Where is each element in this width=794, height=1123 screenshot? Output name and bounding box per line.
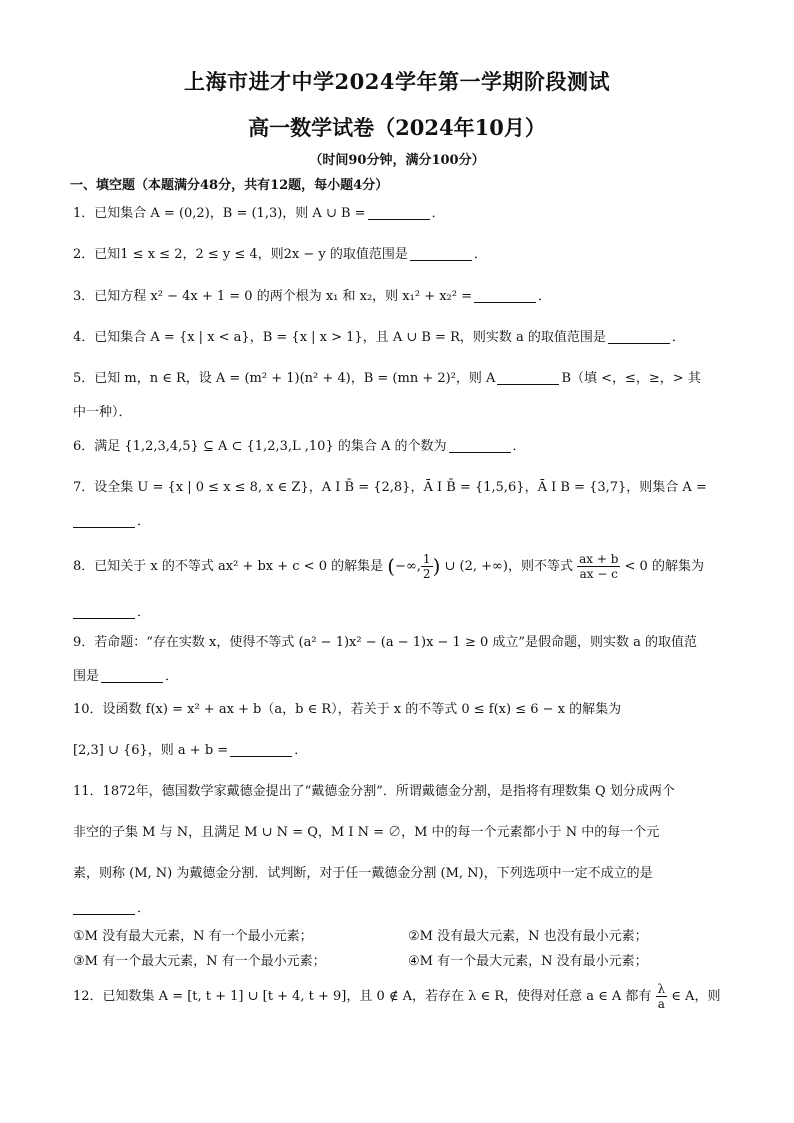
- question-6: 6．满足 {1,2,3,4,5} ⊆ A ⊂ {1,2,3,L ,10} 的集合 A 的个数为 ．: [73, 439, 526, 454]
- answer-blank[interactable]: [449, 438, 511, 453]
- section-heading-fill-in: 一、填空题（本题满分48分，共有12题，每小题4分）: [70, 178, 389, 193]
- answer-blank[interactable]: [73, 513, 135, 528]
- answer-blank[interactable]: [474, 288, 536, 303]
- question-11: 11．1872年，德国数学家戴德金提出了“戴德金分割”．所谓戴德金分割，是指将有理数集 Q 划分成两个: [73, 784, 675, 799]
- answer-blank[interactable]: [230, 742, 292, 757]
- question-11-line2: 非空的子集 M 与 N，且满足 M ∪ N = Q，M I N = ∅，M 中的每一个元素都小于 N 中的每一个元: [73, 825, 660, 840]
- question-8: 8．已知关于 x 的不等式 ax² + bx + c < 0 的解集是 (−∞, $\frac{1}{2}$ ) ∪ (2, +∞)，则不等式 $\frac{ax + b}{ax - c}$ < 0 的解集为: [73, 552, 704, 581]
- question-2: 2．已知1 ≤ x ≤ 2，2 ≤ y ≤ 4，则2x − y 的取值范围是 ．: [73, 247, 487, 262]
- question-8-continued: ．: [73, 603, 150, 623]
- question-12: 12．已知数集 A = [t, t + 1] ∪ [t + 4, t + 9]，且 0 ∉ A，若存在 λ ∈ R，使得对任意 a ∈ A 都有 $\frac{\lambda}{a}$ ∈ A，则: [73, 982, 721, 1011]
- answer-blank[interactable]: [410, 246, 472, 261]
- answer-blank[interactable]: [608, 329, 670, 344]
- paren-open: (: [387, 554, 396, 578]
- question-4: 4．已知集合 A = {x | x < a}，B = {x | x > 1}，且 A ∪ B = R，则实数 a 的取值范围是 ．: [73, 330, 685, 345]
- answer-blank[interactable]: [101, 668, 163, 683]
- fraction-lambda-over-a: $\frac{\lambda}{a}$: [657, 982, 666, 1011]
- question-11-line3: 素，则称 (M, N) 为戴德金分割．试判断，对于任一戴德金分割 (M, N)，下列选项中一定不成立的是: [73, 866, 653, 881]
- answer-blank[interactable]: [368, 205, 430, 220]
- question-11-line4: ．: [73, 899, 150, 919]
- question-5-continued: 中一种）．: [73, 405, 132, 420]
- question-1: 1．已知集合 A = (0,2)，B = (1,3)，则 A ∪ B = ．: [73, 206, 445, 221]
- exam-meta: （时间90分钟，满分100分）: [309, 153, 485, 168]
- paren-close: ): [432, 554, 441, 578]
- question-5: 5．已知 m，n ∈ R，设 A = (m² + 1)(n² + 4)，B = (mn + 2)²，则 A B（填 <，≤，≥，> 其: [73, 371, 701, 386]
- option-1: ①M 没有最大元素，N 有一个最小元素；: [73, 929, 313, 944]
- option-2: ②M 没有最大元素，N 也没有最小元素；: [408, 929, 648, 944]
- fraction-one-half: $\frac{1}{2}$: [422, 552, 431, 581]
- fraction-inequality: $\frac{ax + b}{ax - c}$: [579, 552, 619, 581]
- exam-paper-title: 高一数学试卷（2024年10月）: [248, 115, 546, 140]
- question-9-continued: 围是 ．: [73, 669, 179, 684]
- exam-school-title: 上海市进才中学2024学年第一学期阶段测试: [184, 69, 610, 94]
- answer-blank[interactable]: [73, 604, 135, 619]
- question-7: 7．设全集 U = {x | 0 ≤ x ≤ 8, x ∈ Z}，A I B̄ = {2,8}，Ā I B̄ = {1,5,6}，Ā I B = {3,7}，则集合 A =: [73, 480, 707, 495]
- question-10: 10．设函数 f(x) = x² + ax + b（a，b ∈ R），若关于 x 的不等式 0 ≤ f(x) ≤ 6 − x 的解集为: [73, 702, 622, 717]
- option-4: ④M 有一个最大元素，N 没有最小元素；: [408, 954, 648, 969]
- option-3: ③M 有一个最大元素，N 有一个最小元素；: [73, 954, 326, 969]
- answer-blank[interactable]: [73, 900, 135, 915]
- answer-blank[interactable]: [497, 370, 559, 385]
- question-7-continued: ．: [73, 512, 150, 532]
- question-9: 9．若命题：“存在实数 x，使得不等式 (a² − 1)x² − (a − 1)x − 1 ≥ 0 成立”是假命题，则实数 a 的取值范: [73, 635, 698, 650]
- question-3: 3．已知方程 x² − 4x + 1 = 0 的两个根为 x₁ 和 x₂，则 x₁² + x₂² = ．: [73, 289, 552, 304]
- question-10-continued: [2,3] ∪ {6}，则 a + b = ．: [73, 743, 308, 758]
